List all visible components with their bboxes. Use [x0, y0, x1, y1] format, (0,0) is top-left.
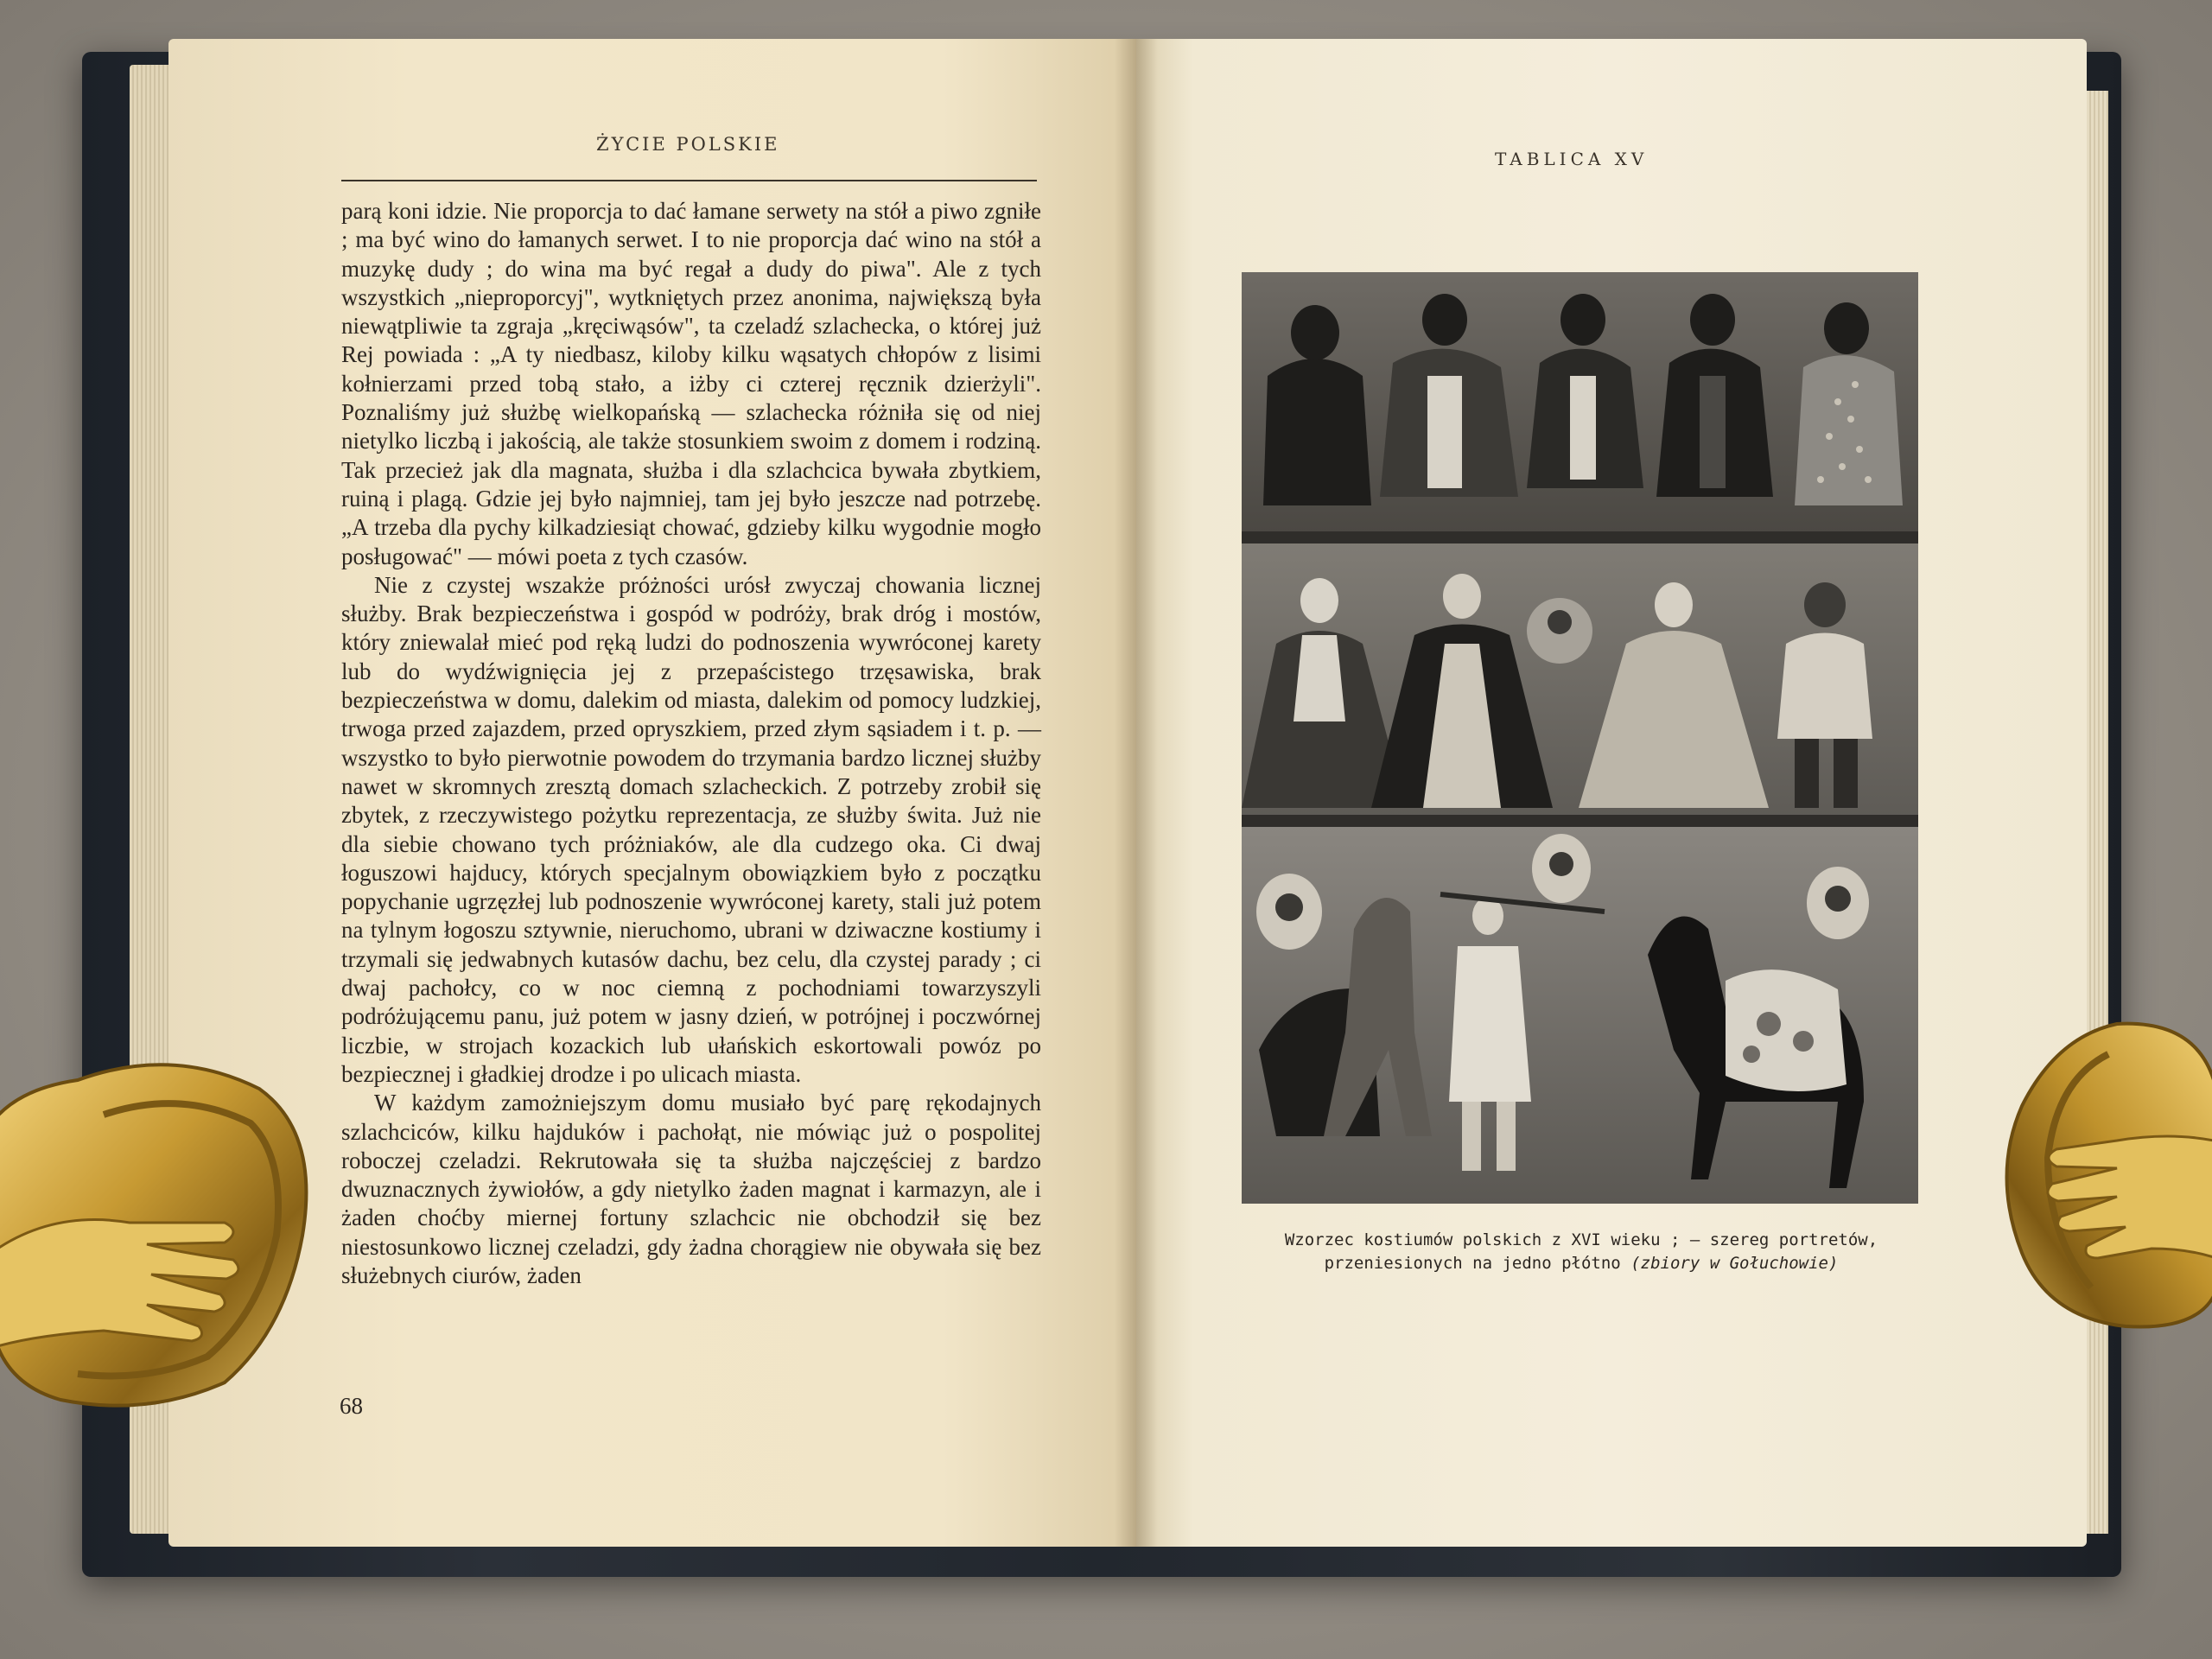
caption-text: Wzorzec kostiumów polskich z XVI wieku ; — szereg portretów, przeniesionych na jedno płótno [1284, 1230, 1878, 1273]
plate-caption [1231, 1229, 1931, 1275]
book-gutter [1115, 39, 1158, 1547]
right-running-head: TABLICA XV [1495, 149, 1649, 169]
header-rule [341, 180, 1037, 181]
brass-hand-clip-icon [1987, 1011, 2212, 1331]
caption-source: (zbiory w Gołuchowie) [1630, 1254, 1839, 1273]
paragraph-2: Nie z czystej wszakże próżności urósł zwyczaj chowania licznej służby. Brak bezpieczeństwa i gospód w podróży, brak dróg i mostów, który zniewalał mieć pod ręką ludzi do podnoszenia wywróconej karety lub do wydźwignięcia jej z przepaścistego trzęsawiska, brak bezpieczeństwa w domu, dalekim od miasta, dalekim od pomocy ludzkiej, trwoga przed zajazdem, przed opryszkiem, przed złym sąsiadem i t. p. — wszystko to było pierwotnie powodem do trzymania bardzo licznej służby nawet w skromnych zresztą domach szlacheckich. Z potrzeby zrobił się zbytek, z rzeczywistego pożytku reprezentacja, ze służby świta. Już nie dla siebie chowano tych próżniaków, ale dla cudzego oka. Ci dwaj łoguszowi hajducy, których specjalnym obowiązkiem było z początku popychanie ugrzęzłej lub podnoszenie wywróconej karety, stali już potem na tylnym łogoszu sztywnie, nieruchomo, ubrani w dziwaczne kostiumy i trzymali się jedwabnych kutasów dachu, bez celu, dla czystej parady ; ci dwaj pachołcy, co w noc ciemną z pochodniami towarzyszyli podróżującemu panu, już potem w jasny dzień, w potrójnej i poczwórnej liczbie, w strojach kozackich lub ułańskich eskortowali powóz po bezpiecznej i gładkiej drodze i po ulicach miasta. [341, 571, 1041, 1087]
brass-hand-clip-icon [0, 1037, 328, 1417]
costume-plate-image [1242, 272, 1918, 1204]
page-number: 68 [340, 1393, 363, 1419]
paragraph-1: parą koni idzie. Nie proporcja to dać łamane serwety na stół a piwo zgniłe ; ma być wino do łamanych serwet. I to nie proporcja dać wino na stół a muzykę dudy ; do wina ma być regał a dudy do piwa". Ale z tych wszystkich „nieproporcyj", wytkniętych przez anonima, największą była niewątpliwie ta zgraja „kręciwąsów", ta czeladź szlachecka, o której już Rej powiada : „A ty niedbasz, kiloby kilku wąsatych chłopów z lisimi kołnierzami przed tobą stało, a iżby ci czterej ręcznik dzierżyli". Poznaliśmy już służbę wielkopańską — szlachecka różniła się od niej nietylko liczbą i jakością, ale także stosunkiem swoim z domem i rodziną. Tak przecież jak dla magnata, służba i dla szlachcica bywała zbytkiem, ruiną i plagą. Gdzie jej było najmniej, tam jej było jeszcze nad potrzebę. „A trzeba dla pychy kilkadziesiąt chować, gdzieby kilku wygodnie mogło posługować" — mówi poeta z tych czasów. [341, 198, 1041, 569]
body-text [341, 197, 1041, 1290]
left-running-head: ŻYCIE POLSKIE [596, 134, 780, 155]
paragraph-3: W każdym zamożniejszym domu musiało być parę rękodajnych szlachciców, kilku hajduków i pachołąt, nie mówiąc już o pospolitej roboczej czeladzi. Rekrutowała się ta służba najczęściej z bardzo dwuznacznych żywiołów, a gdy nietylko żaden magnat i karmazyn, ale i żaden choćby miernej fortuny szlachcic nie obchodził się bez niestosunkowo licznej czeladzi, gdy żadna chorągiew nie obywała się bez służebnych ciurów, żaden [341, 1090, 1041, 1288]
